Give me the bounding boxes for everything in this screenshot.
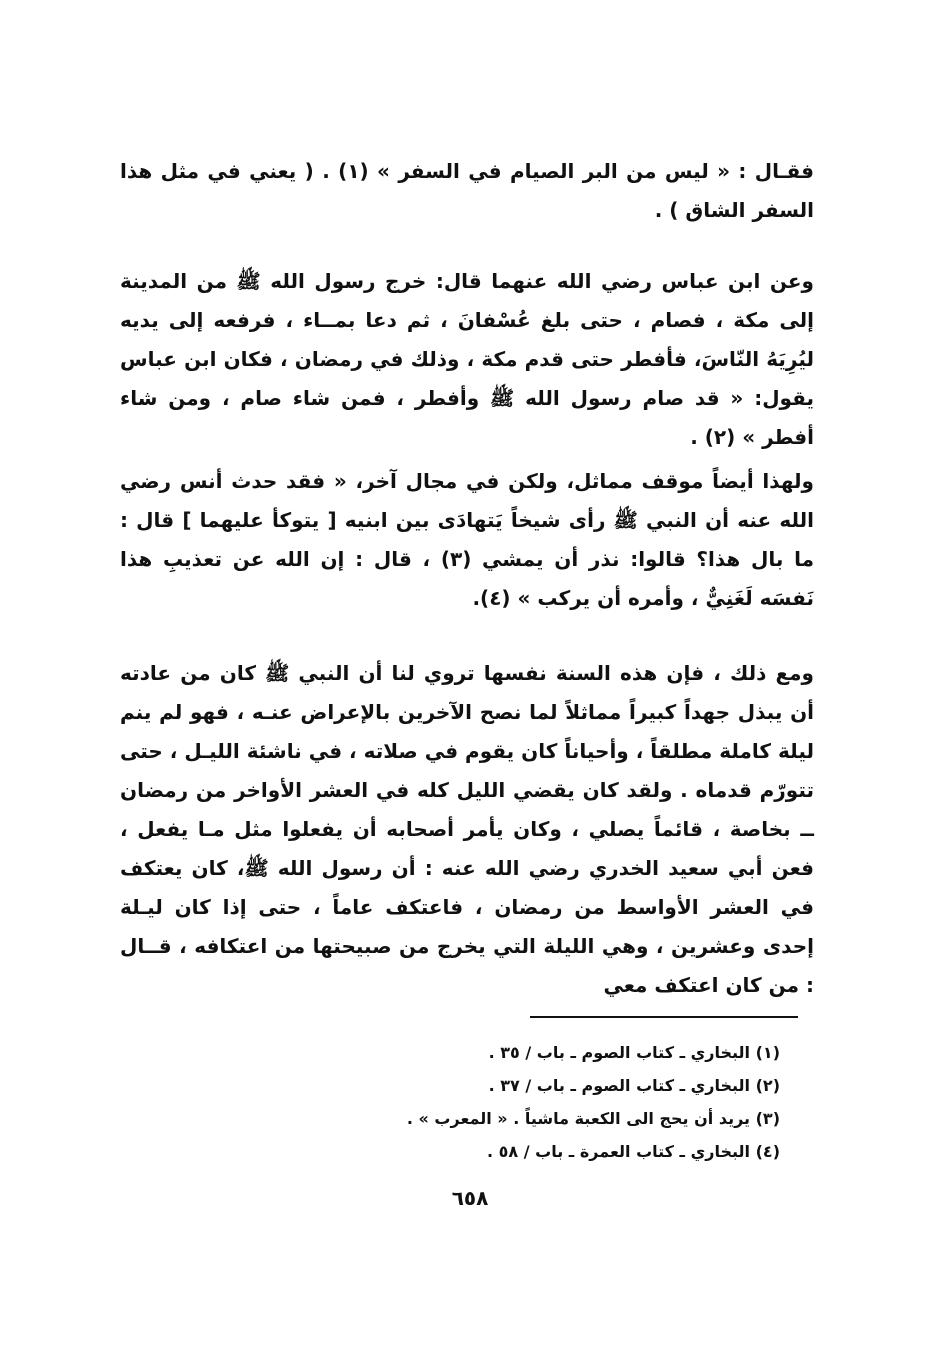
paragraph-2: وعن ابن عباس رضي الله عنهما قال: خرج رسول الله ﷺ من المدينة إلى مكة ، فصام ، حتى بلغ عُسْفانَ ، ثم دعا بمــاء ، فرفعه إلى يديه ليُرِيَهُ النّاسَ، فأفطر حتى قدم مكة ، وذلك في رمضان ، فكان ابن عباس يقول: « قد صام رسول الله ﷺ وأفطر ، فمن شاء صام ، ومن شاء أفطر » (٢) . bbox=[120, 269, 814, 449]
footnote-1: (١) البخاري ـ كتاب الصوم ـ باب / ٣٥ . bbox=[488, 1043, 780, 1062]
footnotes-list bbox=[300, 1036, 780, 1168]
paragraph-4: ومع ذلك ، فإن هذه السنة نفسها تروي لنا أن النبي ﷺ كان من عادته أن يبذل جهداً كبيراً مماثلاً لما نصح الآخرين بالإعراض عنـه ، فهو لم ينم ليلة كاملة مطلقاً ، وأحياناً كان يقوم في صلاته ، في ناشئة الليـل ، حتى تتورّم قدماه . ولقد كان يقضي الليل كله في العشر الأواخر من رمضان ــ بخاصة ، قائماً يصلي ، وكان يأمر أصحابه أن يفعلوا مثل مـا يفعل ، فعن أبي سعيد الخدري رضي الله عنه : أن رسول الله ﷺ، كان يعتكف في العشر الأواسط من رمضان ، فاعتكف عاماً ، حتى إذا كان ليـلة إحدى وعشرين ، وهي الليلة التي يخرج من صبيحتها من اعتكافه ، قــال : من كان اعتكف معي bbox=[120, 661, 814, 997]
footnote-2: (٢) البخاري ـ كتاب الصوم ـ باب / ٣٧ . bbox=[488, 1076, 780, 1095]
paragraph-3: ولهذا أيضاً موقف مماثل، ولكن في مجال آخر، « فقد حدث أنس رضي الله عنه أن النبي ﷺ رأى شيخاً يَتهادَى بين ابنيه [ يتوكأ عليهما ] قال : ما بال هذا؟ قالوا: نذر أن يمشي (٣) ، قال : إن الله عن تعذيبِ هذا نَفسَه لَغَنِيٌّ ، وأمره أن يركب » (٤). bbox=[120, 469, 814, 610]
footnote-3: (٣) يريد أن يحج الى الكعبة ماشياً . « المعرب » . bbox=[406, 1109, 780, 1128]
footnote-separator bbox=[530, 1016, 798, 1018]
footnote-4: (٤) البخاري ـ كتاب العمرة ـ باب / ٥٨ . bbox=[486, 1142, 780, 1161]
paragraph-1: فقـال : « ليس من البر الصيام في السفر » (١) . ( يعني في مثل هذا السفر الشاق ) . bbox=[120, 159, 814, 222]
page-number: ٦٥٨ bbox=[451, 1186, 489, 1210]
